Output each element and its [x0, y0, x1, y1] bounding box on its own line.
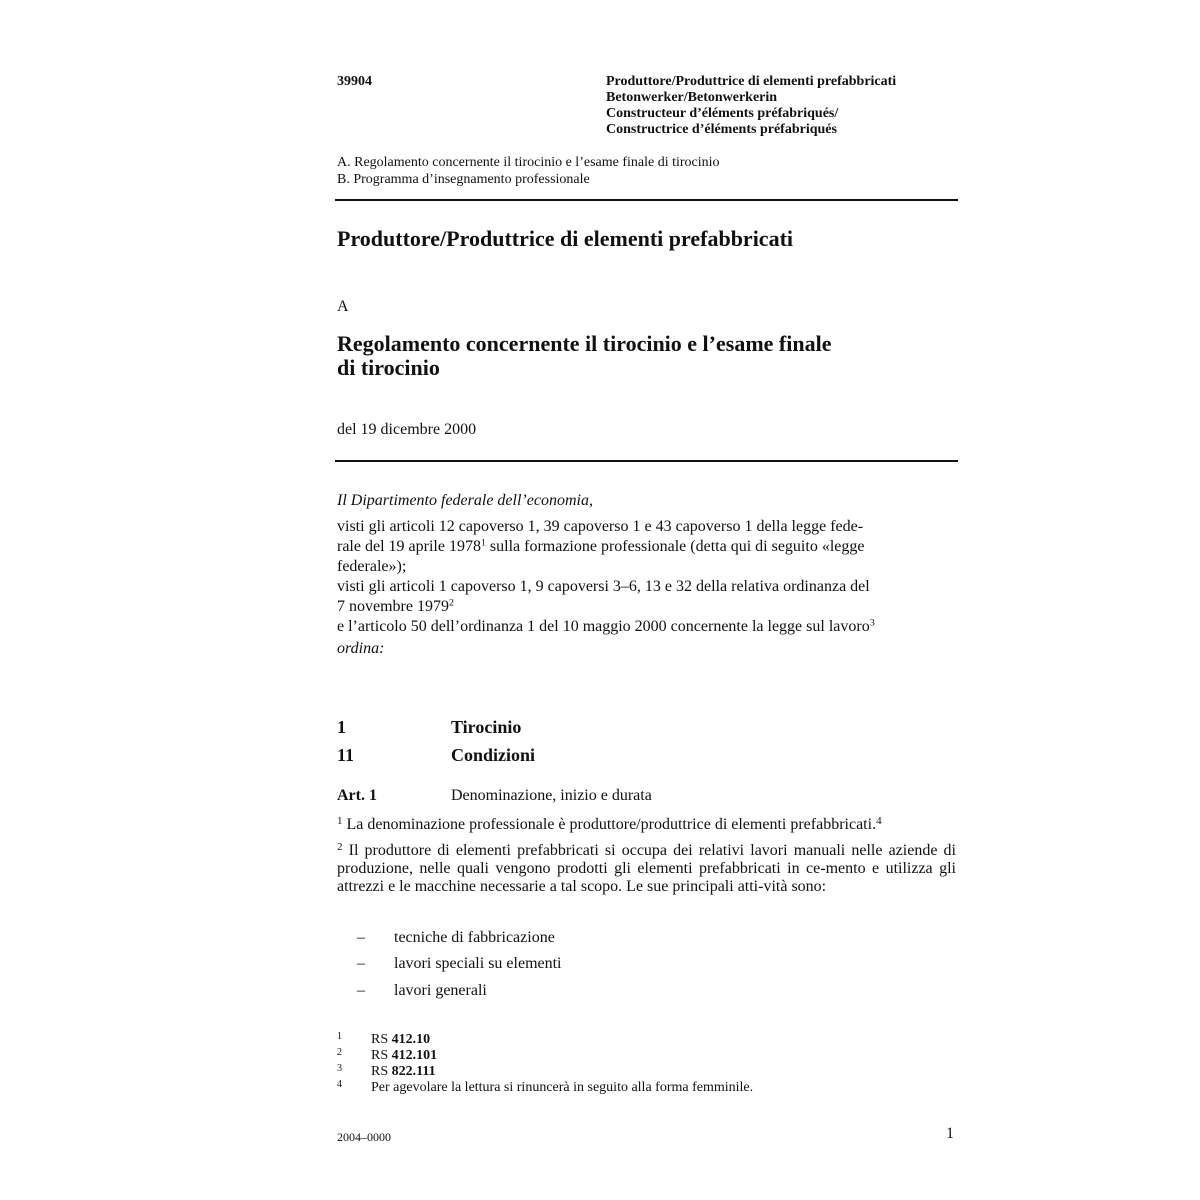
paragraph-number: 1	[337, 815, 343, 827]
footnote-number: 4	[337, 1079, 342, 1090]
preamble-line: visti gli articoli 12 capoverso 1, 39 capoverso 1 e 43 capoverso 1 della legge fede-	[337, 518, 864, 535]
article-label: Art. 1	[337, 787, 377, 804]
header-title-fr-1: Constructeur d’éléments préfabriqués/	[606, 106, 839, 121]
document-date: del 19 dicembre 2000	[337, 421, 477, 438]
regulation-title-line-2: di tirocinio	[337, 355, 440, 380]
document-page	[337, 0, 958, 1200]
divider	[335, 460, 958, 462]
footnote-ref: 2	[448, 597, 454, 609]
preamble-text: 7 novembre 1979	[337, 598, 449, 615]
footnote-text	[371, 1080, 753, 1096]
list-item-text: lavori speciali su elementi	[394, 955, 562, 972]
preamble-line: federale»);	[337, 558, 407, 575]
footnote-number: 2	[337, 1047, 342, 1058]
section-title: Condizioni	[451, 745, 536, 765]
regulation-title	[337, 332, 897, 380]
footnote-number: 3	[337, 1063, 342, 1074]
article-title: Denominazione, inizio e durata	[451, 787, 652, 804]
footnote-text	[371, 1032, 430, 1048]
header-title-it: Produttore/Produttrice di elementi prefabbricati	[606, 74, 897, 89]
footnote-prefix: RS	[371, 1032, 392, 1047]
paragraph-text: Il produttore di elementi prefabbricati si occupa dei relativi lavori manuali nelle aziende di produzione, nelle quali vengono prodotti gli elementi prefabbricati in ce-mento e utilizza gli attrezzi e le macchine necessarie a tal scopo. Le sue principali atti-vità sono:	[337, 842, 956, 895]
footnote-prefix: RS	[371, 1064, 392, 1079]
document-title: Produttore/Produttrice di elementi prefabbricati	[337, 226, 794, 251]
article-paragraph-1	[337, 816, 956, 834]
part-letter: A	[337, 298, 349, 315]
paragraph-number: 2	[337, 841, 343, 853]
list-item-text: tecniche di fabbricazione	[394, 929, 555, 946]
issuer: Il Dipartimento federale dell’economia,	[337, 492, 593, 509]
toc-item-b: B. Programma d’insegnamento professionale	[337, 172, 590, 187]
header-title-fr-2: Constructrice d’éléments préfabriqués	[606, 122, 837, 137]
section-number: 1	[337, 717, 346, 737]
footnote-text	[371, 1064, 436, 1080]
header-title-de: Betonwerker/Betonwerkerin	[606, 90, 778, 105]
footnote-ref: 822.111	[391, 1064, 436, 1079]
preamble-text: e l’articolo 50 dell’ordinanza 1 del 10 maggio 2000 concernente la legge sul lavoro	[337, 618, 870, 635]
dash-bullet: –	[357, 955, 365, 972]
footnote-text	[371, 1048, 437, 1064]
document-code: 39904	[337, 74, 372, 89]
dash-bullet: –	[357, 929, 365, 946]
toc-item-a: A. Regolamento concernente il tirocinio e l’esame finale di tirocinio	[337, 155, 720, 170]
footnote-ref: 3	[869, 617, 875, 629]
footnote-prefix: RS	[371, 1048, 392, 1063]
preamble-line	[337, 597, 958, 617]
footnote-number: 1	[337, 1031, 342, 1042]
article-paragraph-2	[337, 842, 956, 896]
preamble-text: sulla formazione professionale (detta qui di seguito «legge	[485, 538, 865, 555]
footnote-prefix: Per agevolare la lettura si rinuncerà in seguito alla forma femminile.	[371, 1080, 754, 1095]
preamble	[337, 491, 958, 659]
preamble-line	[337, 617, 958, 637]
footer-code: 2004–0000	[337, 1130, 391, 1144]
footnote-ref: 412.101	[391, 1048, 438, 1063]
footnote-ref: 1	[480, 537, 486, 549]
dash-bullet: –	[357, 982, 365, 999]
preamble-text: rale del 19 aprile 1978	[337, 538, 481, 555]
section-number: 11	[337, 745, 355, 765]
ordina: ordina:	[337, 640, 385, 657]
regulation-title-line-1: Regolamento concernente il tirocinio e l’esame finale	[337, 331, 832, 356]
paragraph-text: La denominazione professionale è produttore/produttrice di elementi prefabbricati.	[342, 816, 877, 833]
preamble-line	[337, 537, 958, 557]
header-titles	[606, 74, 896, 138]
table-of-contents	[337, 154, 720, 188]
list-item-text: lavori generali	[394, 982, 487, 999]
footnote-ref: 412.10	[391, 1032, 431, 1047]
preamble-line: visti gli articoli 1 capoverso 1, 9 capoversi 3–6, 13 e 32 della relativa ordinanza del	[337, 578, 870, 595]
footnote-ref: 4	[876, 815, 882, 827]
section-title: Tirocinio	[451, 717, 522, 737]
page-number: 1	[946, 1125, 954, 1142]
divider	[335, 199, 958, 201]
